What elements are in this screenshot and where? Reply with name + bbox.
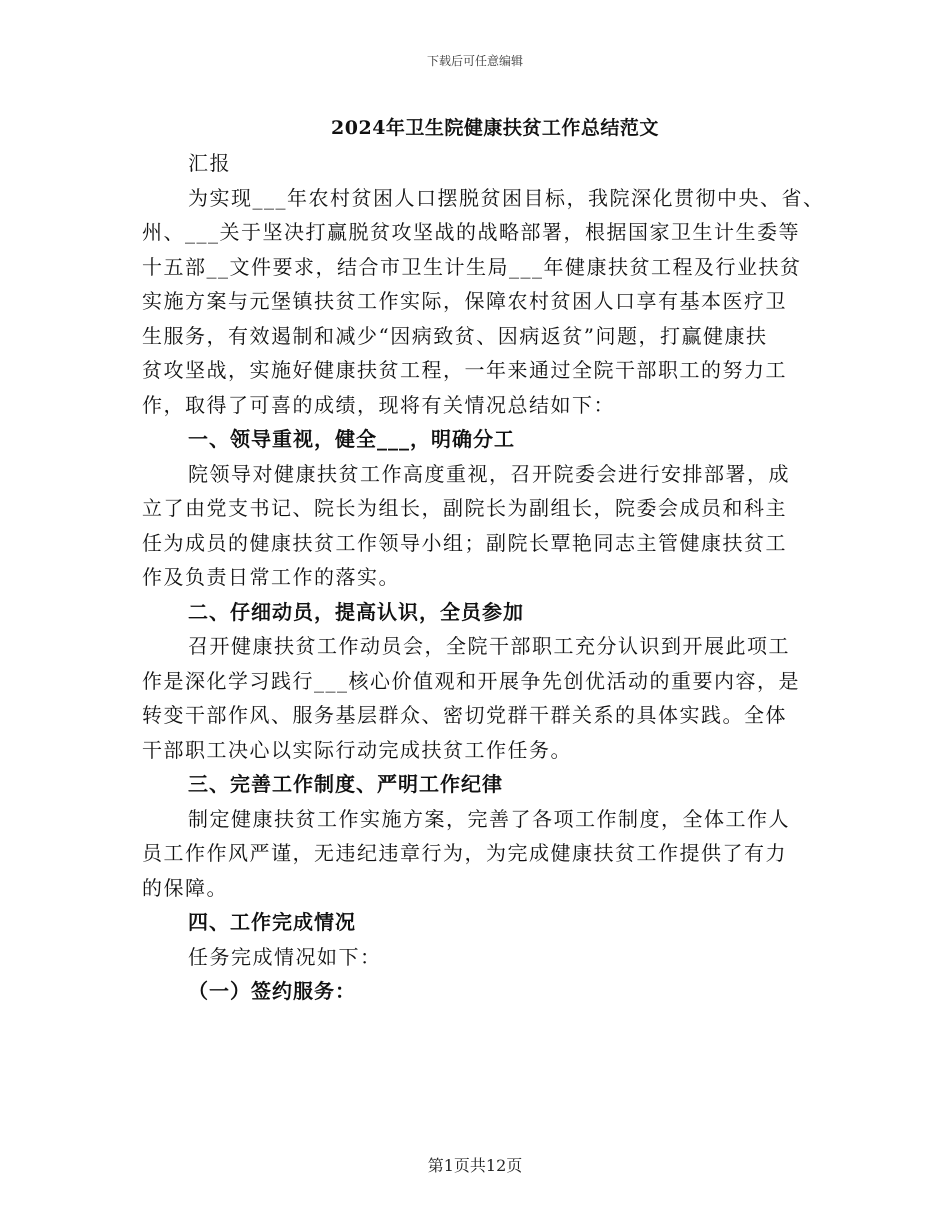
section-heading: 三、完善工作制度、严明工作纪律 [188, 772, 503, 796]
body-text-line: 贫攻坚战，实施好健康扶贫工程，一年来通过全院干部职工的努力工 [142, 358, 787, 382]
section-heading: 一、领导重视，健全___，明确分工 [188, 427, 515, 451]
body-text-line: 员工作作风严谨，无违纪违章行为，为完成健康扶贫工作提供了有力 [142, 841, 787, 865]
body-text-line: 作，取得了可喜的成绩，现将有关情况总结如下： [142, 392, 615, 417]
body-text-line: 实施方案与元堡镇扶贫工作实际，保障农村贫困人口享有基本医疗卫 [142, 289, 787, 313]
body-text-line: 立了由党支书记、院长为组长，副院长为副组长，院委会成员和科主 [142, 496, 787, 520]
body-text-line: 的保障。 [142, 875, 228, 900]
body-text-line: 生服务，有效遏制和减少“因病致贫、因病返贫”问题，打赢健康扶 [142, 323, 768, 348]
body-text-line: 作及负责日常工作的落实。 [142, 565, 400, 589]
body-text-line: 转变干部作风、服务基层群众、密切党群干群关系的具体实践。全体 [142, 703, 787, 727]
body-text-line: 制定健康扶贫工作实施方案，完善了各项工作制度，全体工作人 [188, 806, 790, 831]
body-text-line: 作是深化学习践行___核心价值观和开展争先创优活动的重要内容，是 [142, 668, 800, 693]
body-text-line: 院领导对健康扶贫工作高度重视，召开院委会进行安排部署，成 [188, 461, 790, 486]
section-heading: 二、仔细动员，提高认识，全员参加 [188, 599, 524, 624]
body-text-line: 为实现___年农村贫困人口摆脱贫困目标，我院深化贯彻中央、省、 [188, 185, 825, 210]
body-text-line: 干部职工决心以实际行动完成扶贫工作任务。 [142, 737, 572, 762]
body-text-line: 十五部__文件要求，结合市卫生计生局___年健康扶贫工程及行业扶贫 [142, 254, 802, 279]
body-text-line: 任务完成情况如下： [188, 944, 382, 969]
page-footer: 第1页共12页 [427, 1156, 523, 1175]
header-note: 下载后可任意编辑 [426, 54, 523, 68]
body-text-line: 汇报 [188, 151, 231, 175]
body-text-line: 召开健康扶贫工作动员会，全院干部职工充分认识到开展此项工 [188, 634, 790, 658]
section-heading: （一）签约服务： [188, 979, 356, 1003]
body-text-line: 任为成员的健康扶贫工作领导小组；副院长覃艳同志主管健康扶贫工 [142, 530, 787, 555]
document-title: 2024年卫生院健康扶贫工作总结范文 [331, 117, 659, 139]
section-heading: 四、工作完成情况 [188, 910, 356, 934]
document-body [142, 146, 832, 1009]
body-text-line: 州、___关于坚决打赢脱贫攻坚战的战略部署，根据国家卫生计生委等 [142, 220, 800, 244]
